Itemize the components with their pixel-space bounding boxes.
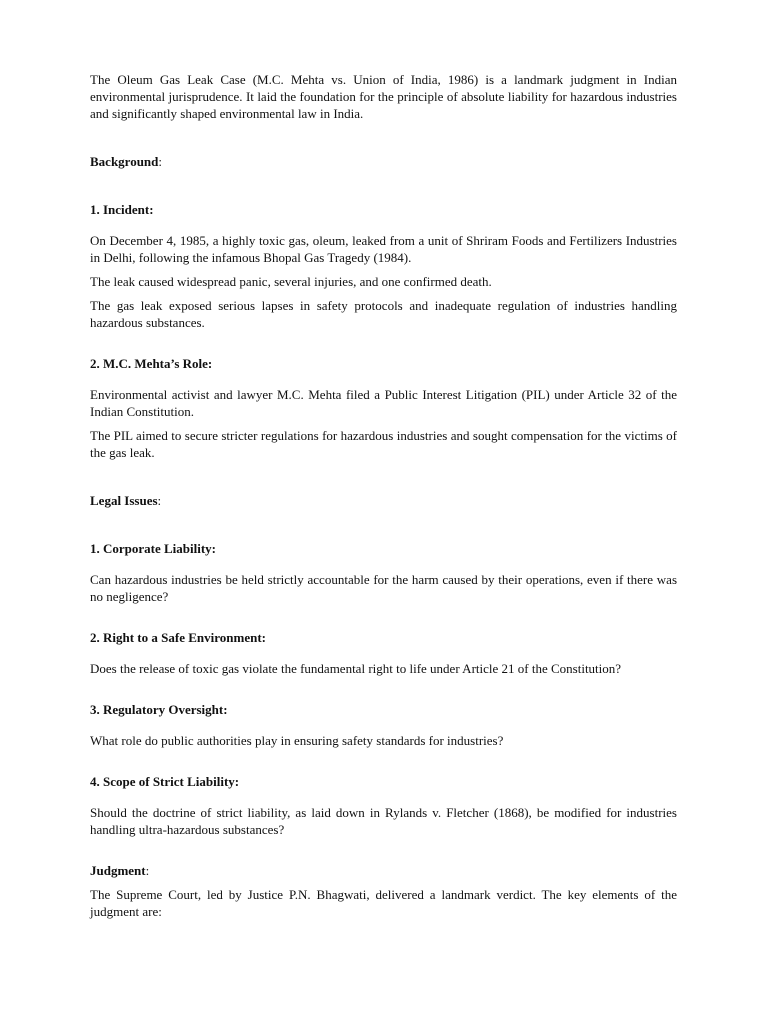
background-label: Background	[90, 154, 159, 169]
legal-issue-text: Can hazardous industries be held strictly accountable for the harm caused by their operations, even if there was no negligence?	[90, 572, 677, 604]
incident-heading: 1. Incident:	[90, 202, 154, 217]
legal-issue-text: Does the release of toxic gas violate the fundamental right to life under Article 21 of the Constitution?	[90, 661, 622, 676]
background-label-suffix: :	[158, 154, 163, 169]
legal-issue-block	[90, 540, 677, 605]
incident-paragraph: The gas leak exposed serious lapses in safety protocols and inadequate regulation of industries handling hazardous substances.	[90, 298, 677, 330]
role-heading: 2. M.C. Mehta’s Role:	[90, 356, 213, 371]
legal-issue-text: What role do public authorities play in ensuring safety standards for industries?	[90, 733, 504, 748]
incident-block	[90, 201, 677, 331]
legal-issue-text: Should the doctrine of strict liability, as laid down in Rylands v. Fletcher (1868), be modified for industries handling ultra-hazardous substances?	[90, 805, 677, 837]
legal-issue-block	[90, 701, 677, 749]
judgment-label: Judgment	[90, 863, 146, 878]
judgment-paragraph: The Supreme Court, led by Justice P.N. Bhagwati, delivered a landmark verdict. The key elements of the judgment are:	[90, 887, 677, 919]
legal-issue-heading: 1. Corporate Liability:	[90, 541, 217, 556]
judgment-label-suffix: :	[145, 863, 150, 878]
legal-issues-label: Legal Issues	[90, 493, 158, 508]
background-section-label	[90, 153, 677, 170]
judgment-section-label	[90, 862, 677, 879]
document-page	[90, 71, 677, 927]
intro-paragraph: The Oleum Gas Leak Case (M.C. Mehta vs. Union of India, 1986) is a landmark judgment in Indian environmental jurisprudence. It laid the foundation for the principle of absolute liability for hazardous industries and significantly shaped environmental law in India.	[90, 72, 677, 121]
role-block	[90, 355, 677, 461]
legal-issue-heading: 3. Regulatory Oversight:	[90, 702, 228, 717]
legal-issues-section-label	[90, 492, 677, 509]
legal-issue-block	[90, 629, 677, 677]
incident-paragraph: The leak caused widespread panic, several injuries, and one confirmed death.	[90, 274, 492, 289]
legal-issue-heading: 2. Right to a Safe Environment:	[90, 630, 266, 645]
legal-issue-heading: 4. Scope of Strict Liability:	[90, 774, 240, 789]
role-paragraph: Environmental activist and lawyer M.C. Mehta filed a Public Interest Litigation (PIL) under Article 32 of the Indian Constitution.	[90, 387, 677, 419]
legal-issue-block	[90, 773, 677, 838]
legal-issues-label-suffix: :	[157, 493, 162, 508]
incident-paragraph: On December 4, 1985, a highly toxic gas, oleum, leaked from a unit of Shriram Foods and Fertilizers Industries in Delhi, following the infamous Bhopal Gas Tragedy (1984).	[90, 233, 677, 265]
role-paragraph: The PIL aimed to secure stricter regulations for hazardous industries and sought compensation for the victims of the gas leak.	[90, 428, 677, 460]
